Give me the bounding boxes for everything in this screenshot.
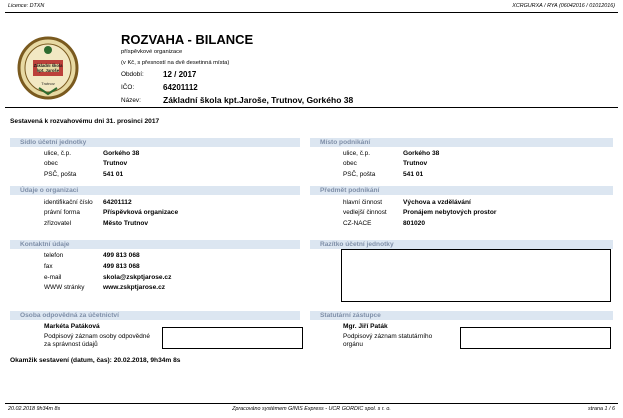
name-label: Název: [121, 97, 141, 104]
header-rule [5, 12, 618, 13]
kontakt-label-email: e-mail [44, 274, 62, 281]
statutar-name: Mgr. Jiří Paták [343, 323, 388, 330]
udaje-value-ic: 64201112 [103, 199, 132, 206]
misto-label-street: ulice, č.p. [343, 150, 370, 157]
sidlo-label-zip: PSČ, pošta [44, 171, 77, 178]
osoba-sig-label-1: Podpisový záznam osoby odpovědné [44, 333, 150, 340]
kontakt-value-phone: 499 813 068 [103, 252, 140, 259]
section-header-osoba: Osoba odpovědná za účetnictví [10, 311, 300, 320]
statutar-sig-label-2: orgánu [343, 341, 363, 348]
compilation-moment: Okamžik sestavení (datum, čas): 20.02.2018, 9h34m 8s [10, 357, 181, 364]
compiled-date: Sestavená k rozvahovému dni 31. prosinci 2017 [10, 118, 160, 125]
osoba-signature-box [162, 327, 303, 349]
predmet-value-side: Pronájem nebytových prostor [403, 209, 497, 216]
footer-rule [5, 403, 618, 404]
section-header-razitko: Razítko účetní jednotky [310, 240, 613, 249]
logo-bottom-text: Trutnov [41, 81, 55, 86]
sidlo-label-city: obec [44, 160, 58, 167]
section-header-sidlo: Sídlo účetní jednotky [10, 138, 300, 147]
kontakt-value-www: www.zskptjarose.cz [103, 284, 166, 291]
sidlo-label-street: ulice, č.p. [44, 150, 71, 157]
predmet-value-main: Výchova a vzdělávání [403, 199, 471, 206]
footer-page-number: strana 1 / 6 [588, 406, 615, 412]
section-header-misto: Místo podnikání [310, 138, 613, 147]
sidlo-value-city: Trutnov [103, 160, 128, 167]
statutar-sig-label-1: Podpisový záznam statutárního [343, 333, 433, 340]
kontakt-value-fax: 499 813 068 [103, 263, 140, 270]
ico-label: IČO: [121, 84, 135, 91]
kontakt-value-email: skola@zskptjarose.cz [103, 274, 172, 281]
logo-mid-text: kpt. Jaroše [36, 68, 60, 73]
section-header-predmet: Předmět podnikání [310, 186, 613, 195]
predmet-value-nace: 801020 [403, 220, 426, 227]
predmet-label-nace: CZ-NACE [343, 220, 372, 227]
units-note: (v Kč, s přesností na dvě desetinná místa) [121, 60, 230, 66]
predmet-label-main: hlavní činnost [343, 199, 383, 206]
period-label: Období: [121, 71, 144, 78]
org-name-value: Základní škola kpt.Jaroše, Trutnov, Gorkého 38 [163, 95, 354, 105]
udaje-label-ic: identifikační číslo [44, 199, 93, 206]
udaje-label-founder: zřizovatel [44, 220, 71, 227]
misto-value-zip: 541 01 [403, 171, 424, 178]
page-subtitle: příspěvkové organizace [121, 49, 183, 55]
kontakt-label-www: WWW stránky [44, 284, 85, 291]
predmet-label-side: vedlejší činnost [343, 209, 387, 216]
page-title: ROZVAHA - BILANCE [121, 32, 254, 47]
misto-value-street: Gorkého 38 [403, 150, 440, 157]
school-logo [17, 36, 79, 100]
form-code-text: XCRGURXA / RYA (06042016 / 01012016) [512, 3, 615, 9]
footer-timestamp: 20.02.2018 9h34m 8s [8, 406, 61, 412]
footer-system: Zpracováno systémem GINIS Express - UCR GORDIC spol. s r. o. [232, 406, 391, 412]
udaje-value-founder: Město Trutnov [103, 220, 149, 227]
period-value: 12 / 2017 [163, 70, 197, 79]
statutar-signature-box [460, 327, 611, 349]
misto-label-city: obec [343, 160, 357, 167]
logo-top-text: Základní škola [33, 63, 63, 68]
licence-text: Licence: DTXN [8, 3, 45, 9]
section-header-statutar: Statutární zástupce [310, 311, 613, 320]
title-rule [5, 107, 618, 108]
osoba-name: Markéta Patáková [44, 323, 100, 330]
osoba-sig-label-2: za správnost údajů [44, 341, 98, 348]
udaje-value-form: Příspěvková organizace [103, 209, 179, 216]
misto-value-city: Trutnov [403, 160, 428, 167]
kontakt-label-phone: telefon [44, 252, 64, 259]
kontakt-label-fax: fax [44, 263, 53, 270]
ico-value: 64201112 [163, 83, 198, 92]
sidlo-value-zip: 541 01 [103, 171, 124, 178]
udaje-label-form: právní forma [44, 209, 80, 216]
section-header-udaje: Údaje o organizaci [10, 186, 300, 195]
misto-label-zip: PSČ, pošta [343, 171, 376, 178]
section-header-kontakt: Kontaktní údaje [10, 240, 300, 249]
sidlo-value-street: Gorkého 38 [103, 150, 140, 157]
stamp-box [341, 249, 611, 302]
